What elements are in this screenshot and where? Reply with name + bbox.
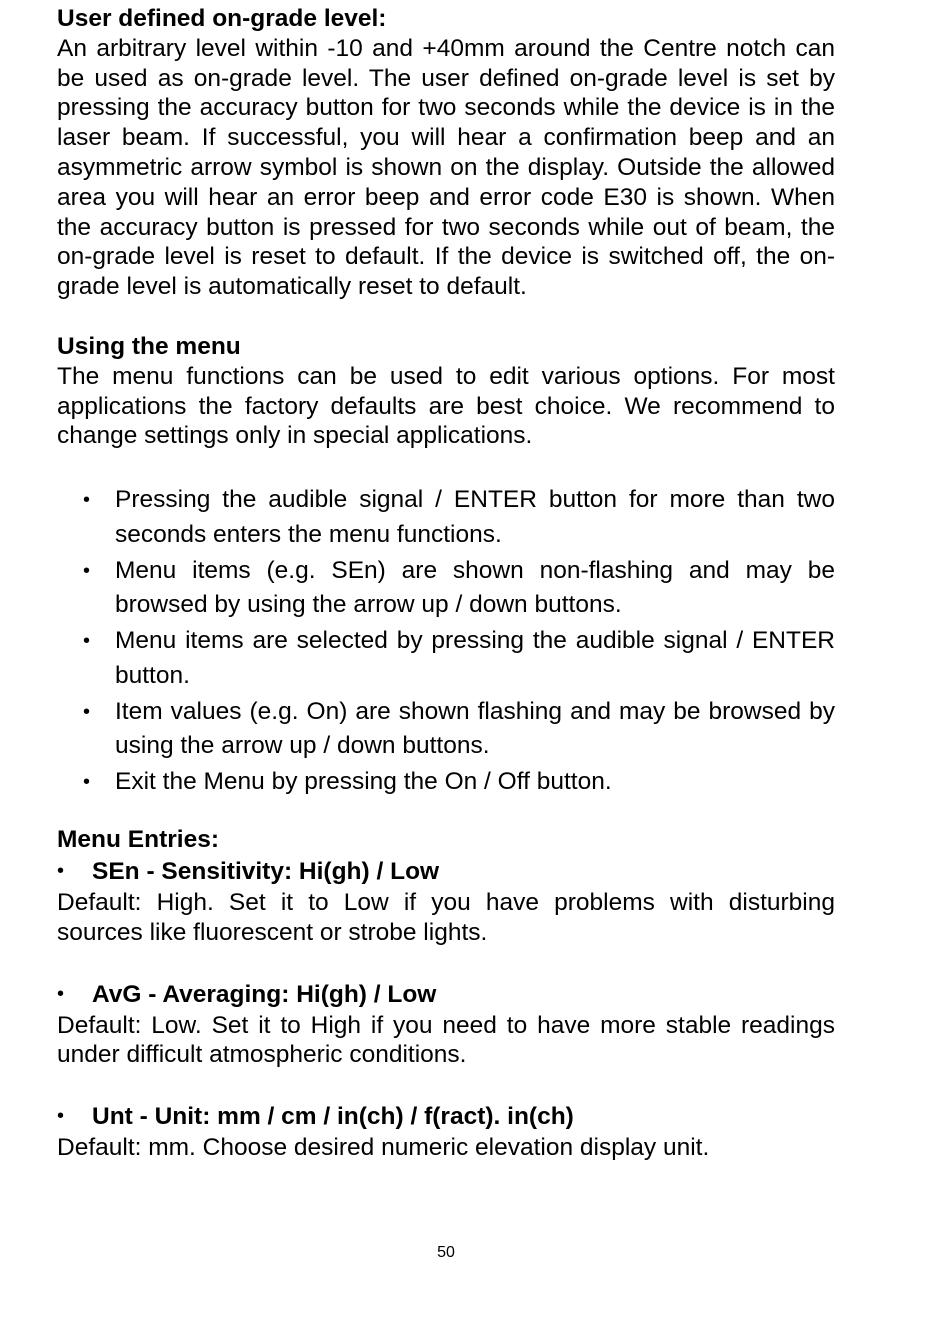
menu-entry-description: Default: mm. Choose desired numeric elevation display unit. <box>57 1134 710 1162</box>
menu-entry-unit <box>57 1100 835 1163</box>
page-number: 50 <box>437 1244 455 1261</box>
list-item <box>57 483 835 552</box>
list-item <box>57 765 835 800</box>
section-heading-menu-entries: Menu Entries: <box>57 826 219 854</box>
list-item-text: Pressing the audible signal / ENTER button for more than two seconds enters the menu functions. <box>115 486 835 548</box>
spacer <box>57 801 835 825</box>
list-item-text: Menu items (e.g. SEn) are shown non-flashing and may be browsed by using the arrow up / down buttons. <box>115 556 835 619</box>
bullet-icon: • <box>83 630 91 653</box>
menu-entry-description: Default: High. Set it to Low if you have problems with disturbing sources like fluorescent or strobe lights. <box>57 888 835 946</box>
bullet-icon: • <box>83 771 91 794</box>
menu-instructions-list <box>57 483 835 800</box>
bullet-icon: • <box>83 489 91 512</box>
list-item-text: Menu items are selected by pressing the audible signal / ENTER button. <box>115 627 835 689</box>
spacer <box>57 302 835 332</box>
spacer <box>57 451 835 483</box>
menu-entry-title <box>57 1100 835 1133</box>
menu-entry-averaging <box>57 978 835 1071</box>
list-item-text: Item values (e.g. On) are shown flashing and may be browsed by using the arrow up / down buttons. <box>115 697 835 760</box>
menu-entry-title-text: AvG - Averaging: Hi(gh) / Low <box>92 980 437 1008</box>
menu-entry-title <box>57 978 835 1011</box>
list-item <box>57 554 835 623</box>
spacer <box>57 1070 835 1100</box>
menu-entry-sensitivity <box>57 855 835 948</box>
menu-entry-title <box>57 855 835 888</box>
bullet-icon: • <box>57 1105 65 1128</box>
bullet-icon: • <box>57 982 65 1005</box>
menu-entry-title-text: Unt - Unit: mm / cm / in(ch) / f(ract). in(ch) <box>92 1103 574 1131</box>
menu-entry-description: Default: Low. Set it to High if you need to have more stable readings under difficult atmospheric conditions. <box>57 1011 835 1069</box>
list-item <box>57 695 835 764</box>
bullet-icon: • <box>57 859 65 882</box>
section-heading-using-menu: Using the menu <box>57 332 241 360</box>
spacer <box>57 948 835 978</box>
bullet-icon: • <box>83 700 91 723</box>
using-menu-paragraph: The menu functions can be used to edit various options. For most applications the factory defaults are best choice. We recommend to change settings only in special applications. <box>57 362 835 450</box>
on-grade-level-paragraph: An arbitrary level within -10 and +40mm around the Centre notch can be used as on-grade level. The user defined on-grade level is set by pressing the accuracy button for two seconds while the device is in the laser beam. If successful, you will hear a confirmation beep and an asymmetric arrow symbol is shown on the display. Outside the allowed area you will hear an error beep and error code E30 is shown. When the accuracy button is pressed for two seconds while out of beam, the on-grade level is reset to default. If the device is switched off, the on-grade level is automatically reset to default. <box>57 34 835 301</box>
list-item <box>57 624 835 693</box>
bullet-icon: • <box>83 559 91 582</box>
section-heading-on-grade-level: User defined on-grade level: <box>57 5 387 32</box>
list-item-text: Exit the Menu by pressing the On / Off button. <box>115 768 612 796</box>
menu-entry-title-text: SEn - Sensitivity: Hi(gh) / Low <box>92 857 440 885</box>
document-page <box>57 4 835 1163</box>
